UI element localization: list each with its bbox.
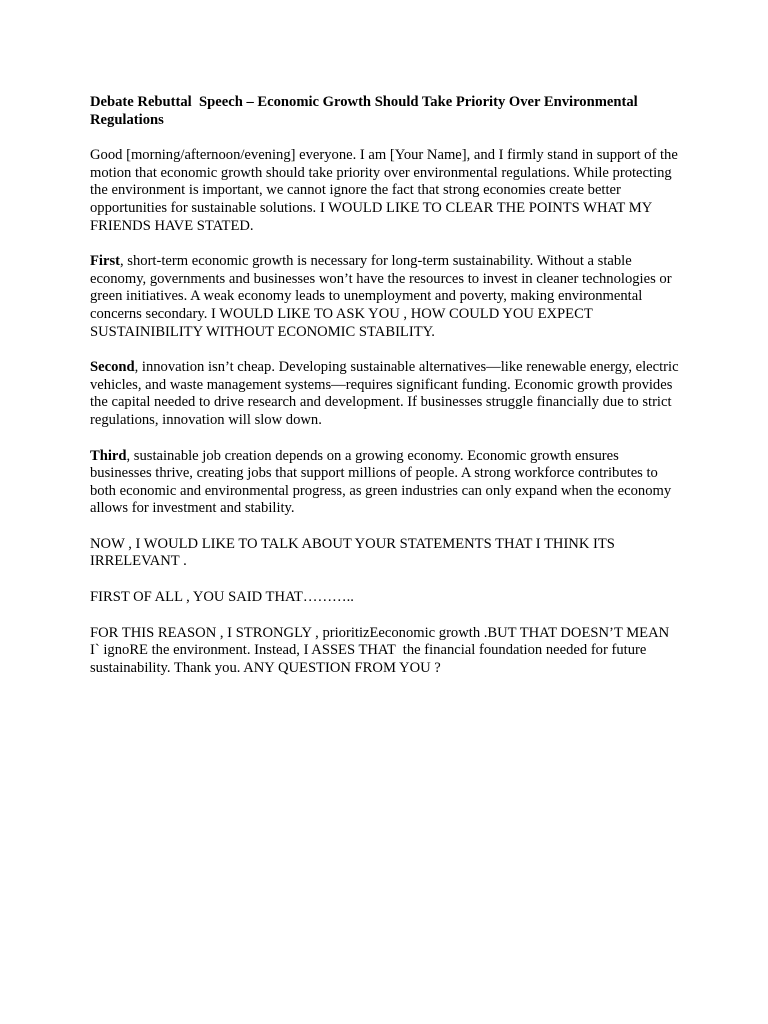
third-point-lead: Third [90,447,127,464]
third-point-paragraph [90,448,682,518]
document-title: Debate Rebuttal Speech – Economic Growth Should Take Priority Over Environmental Regulations [90,94,642,128]
intro-paragraph: Good [morning/afternoon/evening] everyone. I am [Your Name], and I firmly stand in support of the motion that economic growth should take priority over environmental regulations. While protecting the environment is important, we cannot ignore the fact that strong economies create better opportunities for sustainable solutions. I WOULD LIKE TO CLEAR THE POINTS WHAT MY FRIENDS HAVE STATED. [90,147,682,234]
third-point-text: , sustainable job creation depends on a growing economy. Economic growth ensures businesses thrive, creating jobs that support millions of people. A strong workforce contributes to both economic and environmental progress, as green industries can only expand when the economy allows for investment and stability. [90,447,675,517]
first-of-all-paragraph: FIRST OF ALL , YOU SAID THAT……….. [90,589,354,606]
first-point-text: , short-term economic growth is necessary for long-term sustainability. Without a stable economy, governments and businesses won’t have the resources to invest in cleaner technologies or green initiatives. A weak economy leads to unemployment and poverty, making environmental concerns secondary. I WOULD LIKE TO ASK YOU , HOW COULD YOU EXPECT SUSTAINIBILITY WITHOUT ECONOMIC STABILITY. [90,253,676,340]
second-point-lead: Second [90,359,135,376]
conclusion-paragraph: FOR THIS REASON , I STRONGLY , prioritizEeconomic growth .BUT THAT DOESN’T MEAN I` ignoRE the environment. Instead, I ASSES THAT the financial foundation needed for future sustainability. Thank you. ANY QUESTION FROM YOU ? [90,624,673,676]
second-point-paragraph [90,359,682,429]
transition-paragraph: NOW , I WOULD LIKE TO TALK ABOUT YOUR STATEMENTS THAT I THINK ITS IRRELEVANT . [90,535,619,570]
first-point-paragraph [90,253,682,341]
second-point-text: , innovation isn’t cheap. Developing sustainable alternatives—like renewable energy, electric vehicles, and waste management systems—requires significant funding. Economic growth provides the capital needed to drive research and development. If businesses struggle financially due to strict regulations, innovation will slow down. [90,359,683,428]
first-point-lead: First [90,253,120,270]
document-body [90,94,682,695]
